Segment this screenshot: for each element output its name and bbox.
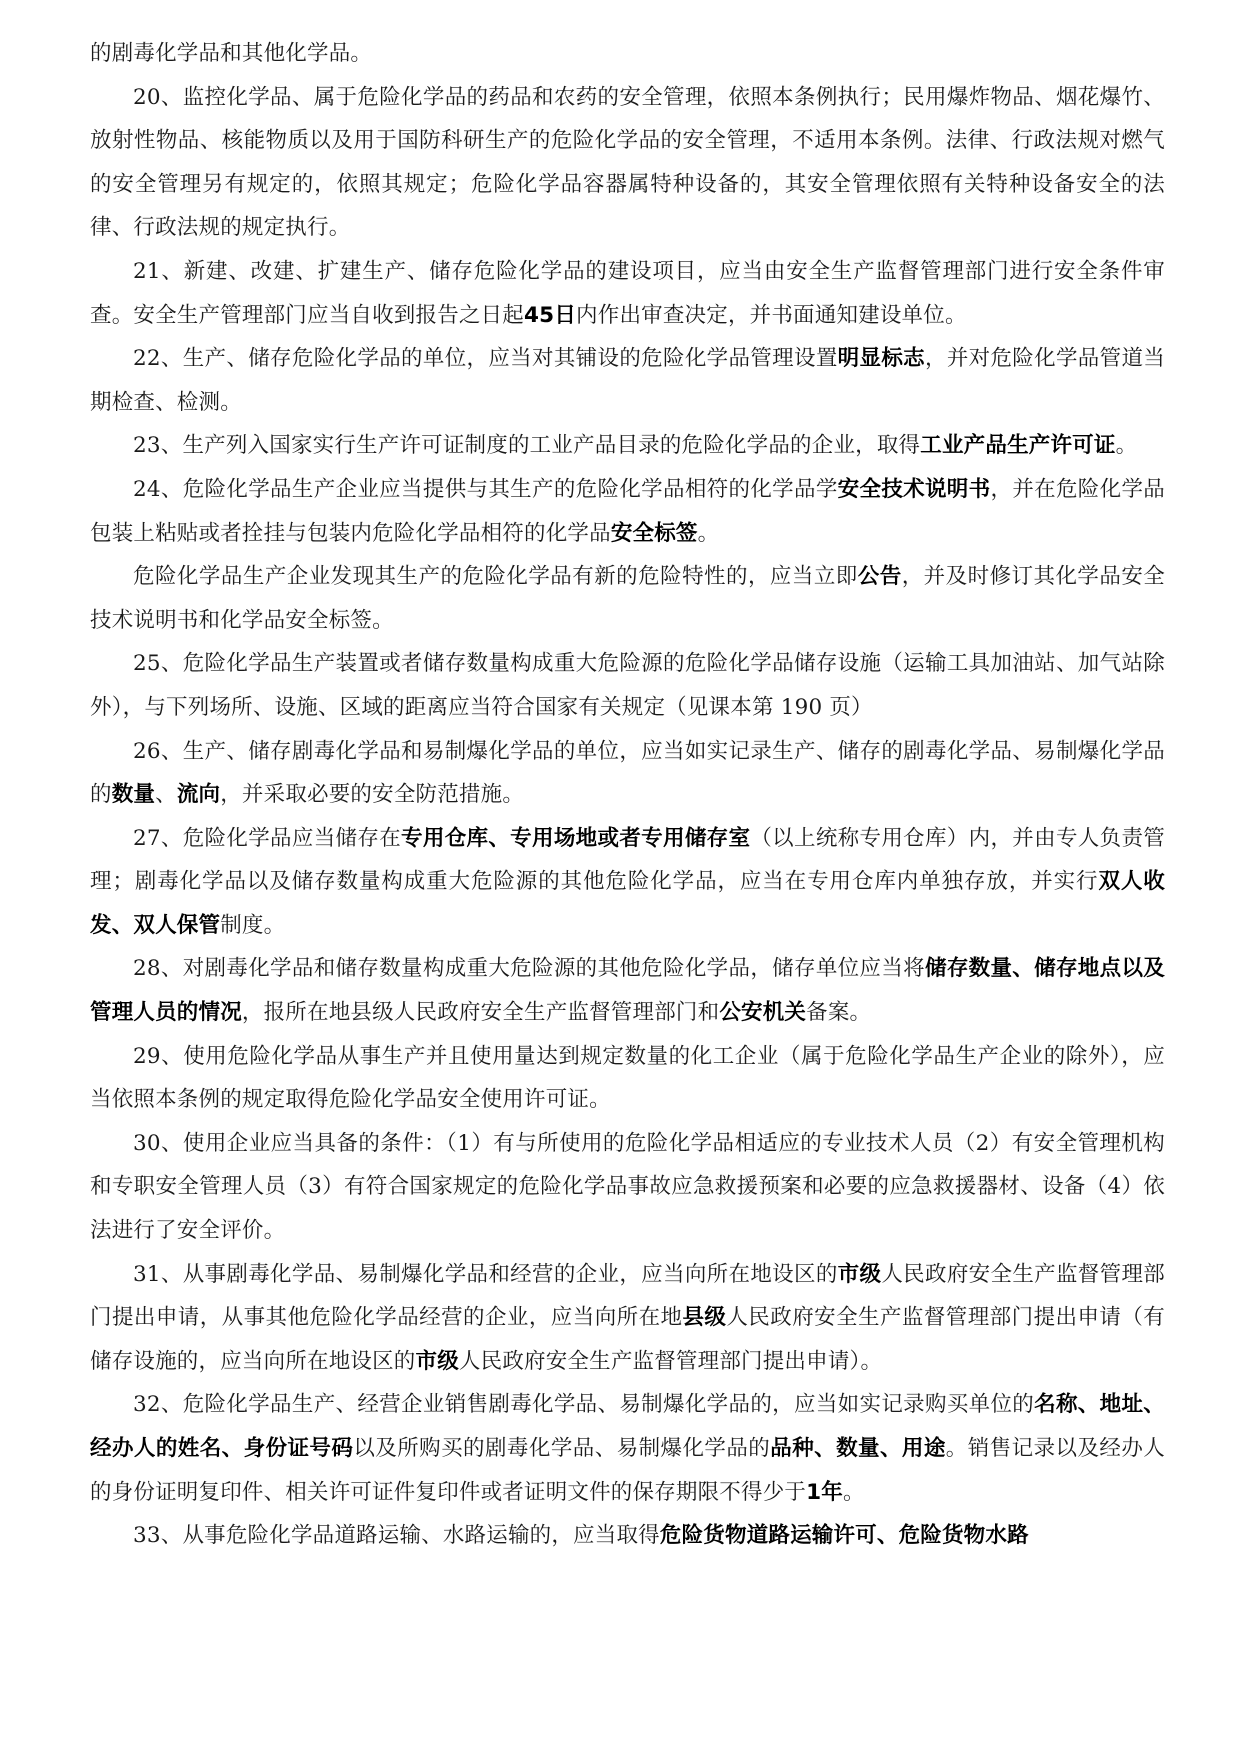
text-run: 。 [842,1479,865,1505]
text-run: 29、使用危险化学品从事生产并且使用量达到规定数量的化工企业（属于危险化学品生产企业的除外），应当依照本条例的规定取得危险化学品安全使用许可证。 [90,1043,1165,1113]
text-run: 以及所购买的剧毒化学品、易制爆化学品的 [353,1436,771,1461]
text-run: （以上统称专用仓库）内，并由专人负责管理；剧毒化学品以及储存数量构成重大危险源的其他危险化学品，应当在专用仓库内单独存放，并实行 [90,825,1165,895]
text-run: 。销售记录以及经办人的身份证明复印件、相关许可证件复印件或者证明文件的保存期限不得少于 [90,1436,1165,1505]
text-run: 制度。 [220,912,286,938]
bold-keyword: 危险货物道路运输许可、危险货物水路 [659,1523,1029,1549]
bold-keyword: 专用仓库、专用场地或者专用储存室 [401,825,751,851]
paragraph [90,337,1165,424]
text-run: 23、生产列入国家实行生产许可证制度的工业产品目录的危险化学品的企业，取得 [133,433,921,459]
bold-keyword: 市级 [837,1261,882,1287]
bold-keyword: 名称、地址、经办人的姓名、身份证号码 [90,1392,1165,1461]
bold-keyword: 公安机关 [719,1000,807,1026]
text-run: 。 [1115,433,1138,459]
text-run: 27、危险化学品应当储存在 [133,825,402,851]
text-run: 人民政府安全生产监督管理部门提出申请（有储存设施的，应当向所在地设区的 [90,1305,1165,1374]
paragraph [90,947,1165,1034]
text-run: 、 [155,782,177,808]
text-run: 20、监控化学品、属于危险化学品的药品和农药的安全管理，依照本条例执行；民用爆炸物品、烟花爆竹、放射性物品、核能物质以及用于国防科研生产的危险化学品的安全管理，不适用本条例。法律、行政法规对燃气的安全管理另有规定的，依照其规定；危险化学品容器属特种设备的，其安全管理依照有关特种设备安全的法律、行政法规的规定执行。 [90,84,1165,241]
bold-keyword: 双人收发、双人保管 [90,869,1165,938]
bold-keyword: 安全标签 [610,520,698,546]
paragraph [90,555,1165,642]
text-run: 危险化学品生产企业发现其生产的危险化学品有新的危险特性的，应当立即 [133,564,858,590]
text-run: 的剧毒化学品和其他化学品。 [90,41,373,66]
text-run: ，并及时修订其化学品安全技术说明书和化学品安全标签。 [90,564,1166,633]
paragraph [90,76,1165,250]
text-run: 32、危险化学品生产、经营企业销售剧毒化学品、易制爆化学品的，应当如实记录购买单位的 [133,1392,1035,1418]
paragraph [90,730,1165,817]
paragraph [90,1035,1165,1122]
bold-keyword: 工业产品生产许可证 [920,433,1116,459]
paragraph [90,642,1165,729]
paragraph [90,817,1165,948]
text-run: 人民政府安全生产监督管理部门提出申请）。 [458,1348,883,1374]
text-run: 人民政府安全生产监督管理部门提出申请，从事其他危险化学品经营的企业，应当向所在地 [90,1261,1165,1331]
text-run: 31、从事剧毒化学品、易制爆化学品和经营的企业，应当向所在地设区的 [133,1261,838,1287]
bold-keyword: 数量 [111,782,156,808]
text-run: ，报所在地县级人民政府安全生产监督管理部门和 [241,1000,720,1026]
text-run: 备案。 [806,1000,872,1026]
paragraph [90,1383,1165,1514]
paragraph [90,250,1165,337]
document-page [90,32,1165,1558]
text-run: 24、危险化学品生产企业应当提供与其生产的危险化学品相符的化学品学 [133,476,838,502]
text-run: 22、生产、储存危险化学品的单位，应当对其铺设的危险化学品管理设置 [133,346,838,372]
text-run: 33、从事危险化学品道路运输、水路运输的，应当取得 [133,1523,660,1549]
bold-keyword: 安全技术说明书 [837,476,991,502]
bold-keyword: 1年 [806,1479,843,1505]
text-run: 25、危险化学品生产装置或者储存数量构成重大危险源的危险化学品储存设施（运输工具加油站、加气站除外），与下列场所、设施、区域的距离应当符合国家有关规定（见课本第 190 页） [90,651,1165,720]
text-run: 28、对剧毒化学品和储存数量构成重大危险源的其他危险化学品，储存单位应当将 [133,956,925,982]
text-run: ，并在危险化学品包装上粘贴或者拴挂与包装内危险化学品相符的化学品 [90,476,1166,546]
paragraph [90,1514,1165,1558]
paragraph [90,468,1165,555]
text-run: 26、生产、储存剧毒化学品和易制爆化学品的单位，应当如实记录生产、储存的剧毒化学品、易制爆化学品的 [90,738,1165,808]
bold-keyword: 县级 [682,1305,727,1331]
bold-keyword: 储存数量、储存地点以及管理人员的情况 [90,956,1165,1026]
bold-keyword: 流向 [176,782,221,808]
text-run: ，并采取必要的安全防范措施。 [220,782,525,808]
text-run: ，并对危险化学品管道当期检查、检测。 [90,346,1165,415]
text-run: 。 [697,520,720,546]
text-run: 21、新建、改建、扩建生产、储存危险化学品的建设项目，应当由安全生产监督管理部门进行安全条件审查。安全生产管理部门应当自收到报告之日起 [90,258,1165,328]
paragraph [90,1253,1165,1384]
bold-keyword: 明显标志 [837,346,925,372]
paragraph [90,424,1165,468]
text-run: 内作出审查决定，并书面通知建设单位。 [576,302,967,328]
paragraph [90,1122,1165,1253]
text-run: 30、使用企业应当具备的条件：（1）有与所使用的危险化学品相适应的专业技术人员（2）有安全管理机构和专职安全管理人员（3）有符合国家规定的危险化学品事故应急救援预案和必要的应急救援器材、设备（4）依法进行了安全评价。 [90,1130,1165,1244]
paragraph [90,32,1165,76]
bold-keyword: 公告 [857,564,902,590]
bold-keyword: 市级 [415,1348,459,1374]
bold-keyword: 品种、数量、用途 [770,1436,946,1461]
bold-keyword: 45日 [524,302,577,328]
